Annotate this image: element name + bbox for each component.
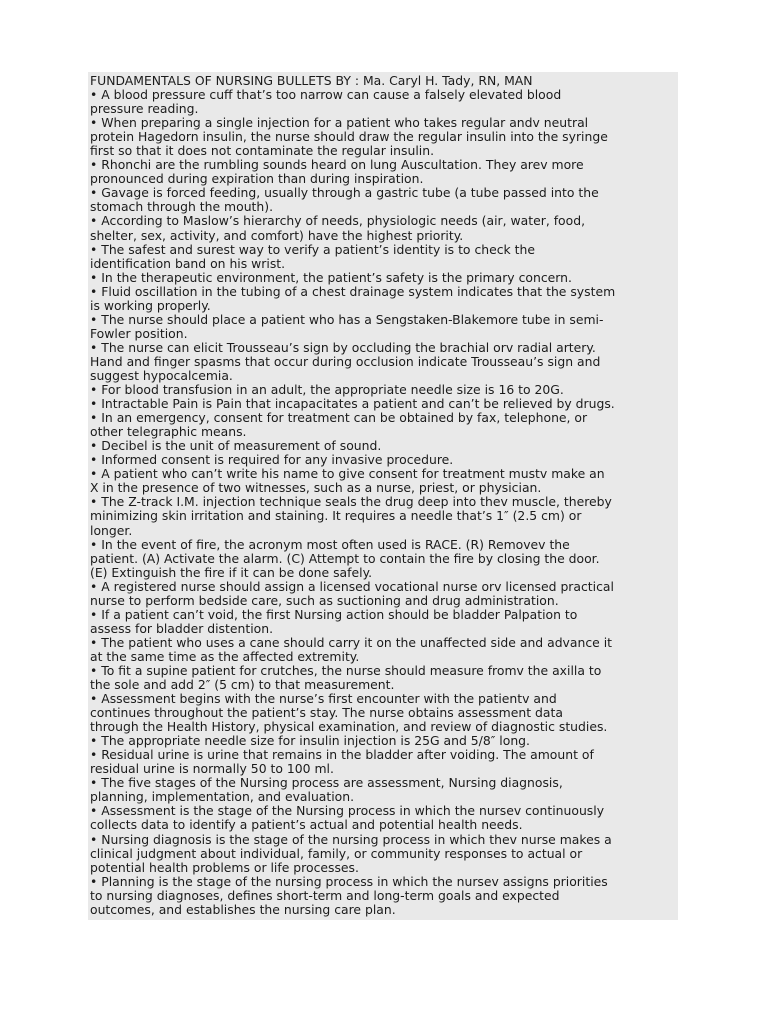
- text-line: the sole and add 2″ (5 cm) to that measurement.: [90, 677, 395, 693]
- text-line: • The five stages of the Nursing process are assessment, Nursing diagnosis,: [90, 775, 563, 791]
- text-line: identification band on his wrist.: [90, 255, 286, 271]
- text-line: shelter, sex, activity, and comfort) have the highest priority.: [90, 227, 464, 243]
- text-line: • When preparing a single injection for a patient who takes regular andv neutral: [90, 115, 589, 131]
- text-line: first so that it does not contaminate the regular insulin.: [90, 143, 435, 159]
- text-line: • Intractable Pain is Pain that incapacitates a patient and can’t be relieved by drugs.: [90, 396, 615, 412]
- text-line: potential health problems or life processes.: [90, 859, 359, 875]
- text-line: nurse to perform bedside care, such as suctioning and drug administration.: [90, 592, 559, 608]
- text-line: • Gavage is forced feeding, usually through a gastric tube (a tube passed into the: [90, 185, 599, 201]
- text-line: pressure reading.: [90, 101, 199, 117]
- text-line: at the same time as the affected extremity.: [90, 648, 360, 664]
- text-line: • Residual urine is urine that remains in the bladder after voiding. The amount of: [90, 747, 594, 763]
- text-line: protein Hagedorn insulin, the nurse should draw the regular insulin into the syringe: [90, 129, 608, 145]
- text-line: stomach through the mouth).: [90, 199, 274, 215]
- text-line: • In an emergency, consent for treatment can be obtained by fax, telephone, or: [90, 410, 588, 426]
- text-line: minimizing skin irritation and staining. It requires a needle that’s 1″ (2.5 cm) or: [90, 508, 582, 524]
- text-line: • For blood transfusion in an adult, the appropriate needle size is 16 to 20G.: [90, 382, 564, 398]
- text-line: • A blood pressure cuff that’s too narrow can cause a falsely elevated blood: [90, 87, 562, 103]
- text-line: planning, implementation, and evaluation.: [90, 789, 355, 805]
- text-line: • Fluid oscillation in the tubing of a chest drainage system indicates that the system: [90, 283, 616, 299]
- text-line: to nursing diagnoses, defines short-term and long-term goals and expected: [90, 887, 560, 903]
- text-line: • The patient who uses a cane should carry it on the unaffected side and advance it: [90, 634, 613, 650]
- text-line: • The safest and surest way to verify a patient’s identity is to check the: [90, 241, 535, 257]
- text-line: • Planning is the stage of the nursing process in which the nursev assigns priorities: [90, 873, 608, 889]
- text-line: is working properly.: [90, 297, 211, 313]
- text-line: Fowler position.: [90, 325, 188, 341]
- document-title: FUNDAMENTALS OF NURSING BULLETS BY : Ma. Caryl H. Tady, RN, MAN: [90, 73, 533, 88]
- text-line: • Informed consent is required for any invasive procedure.: [90, 452, 454, 468]
- text-line: through the Health History, physical examination, and review of diagnostic studies.: [90, 719, 608, 735]
- text-line: • Nursing diagnosis is the stage of the nursing process in which thev nurse makes a: [90, 831, 612, 847]
- text-line: outcomes, and establishes the nursing care plan.: [90, 901, 396, 917]
- text-line: • A patient who can’t write his name to give consent for treatment mustv make an: [90, 466, 605, 482]
- text-line: • The nurse can elicit Trousseau’s sign by occluding the brachial orv radial artery.: [90, 339, 596, 355]
- text-line: X in the presence of two witnesses, such as a nurse, priest, or physician.: [90, 480, 542, 496]
- text-line: • Assessment is the stage of the Nursing process in which the nursev continuously: [90, 803, 605, 819]
- text-line: • In the event of fire, the acronym most often used is RACE. (R) Removev the: [90, 536, 570, 552]
- text-line: suggest hypocalcemia.: [90, 367, 233, 383]
- text-line: pronounced during expiration than during inspiration.: [90, 171, 424, 187]
- text-line: • The nurse should place a patient who has a Sengstaken-Blakemore tube in semi-: [90, 311, 604, 327]
- text-line: • Assessment begins with the nurse’s first encounter with the patientv and: [90, 691, 557, 707]
- text-line: • To fit a supine patient for crutches, the nurse should measure fromv the axilla to: [90, 662, 602, 678]
- text-line: collects data to identify a patient’s actual and potential health needs.: [90, 817, 523, 833]
- text-line: longer.: [90, 522, 133, 538]
- text-line: (E) Extinguish the fire if it can be done safely.: [90, 564, 373, 580]
- text-line: assess for bladder distention.: [90, 620, 274, 636]
- text-line: • Decibel is the unit of measurement of sound.: [90, 438, 382, 454]
- text-line: other telegraphic means.: [90, 424, 247, 440]
- text-line: • The appropriate needle size for insulin injection is 25G and 5/8″ long.: [90, 733, 530, 749]
- text-line: • The Z-track I.M. injection technique seals the drug deep into thev muscle, thereby: [90, 494, 612, 510]
- document-text-block: [88, 72, 678, 920]
- text-line: • If a patient can’t void, the first Nursing action should be bladder Palpation to: [90, 606, 578, 622]
- text-line: • Rhonchi are the rumbling sounds heard on lung Auscultation. They arev more: [90, 157, 584, 173]
- text-line: clinical judgment about individual, family, or community responses to actual or: [90, 845, 583, 861]
- text-line: residual urine is normally 50 to 100 ml.: [90, 761, 334, 777]
- text-line: • According to Maslow’s hierarchy of needs, physiologic needs (air, water, food,: [90, 213, 586, 229]
- text-line: patient. (A) Activate the alarm. (C) Attempt to contain the fire by closing the door.: [90, 550, 600, 566]
- text-line: • A registered nurse should assign a licensed vocational nurse orv licensed practical: [90, 578, 614, 594]
- text-line: • In the therapeutic environment, the patient’s safety is the primary concern.: [90, 269, 572, 285]
- text-line: Hand and finger spasms that occur during occlusion indicate Trousseau’s sign and: [90, 353, 601, 369]
- text-line: continues throughout the patient’s stay. The nurse obtains assessment data: [90, 705, 563, 721]
